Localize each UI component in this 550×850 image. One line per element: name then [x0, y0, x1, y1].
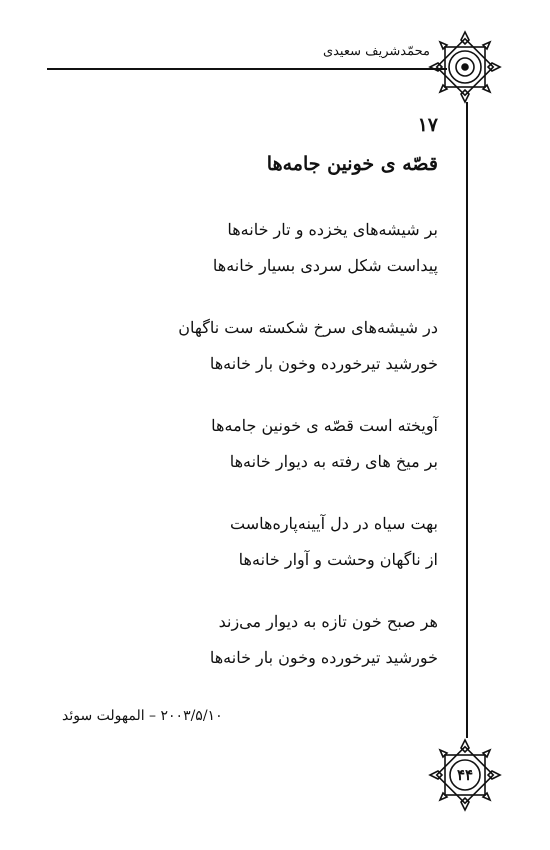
poem-number: ۱۷ [417, 114, 438, 136]
stanza-2-line-1: در شیشه‌های سرخ شکسته ست ناگهان [178, 318, 438, 337]
stanza-5-line-1: هر صبح خون تازه به دیوار می‌زند [218, 612, 438, 631]
page-number: ۴۴ [456, 766, 474, 784]
poem-title: قصّه ی خونین جامه‌ها [266, 153, 438, 175]
margin-rule [466, 102, 468, 738]
ornament-top-icon [428, 30, 502, 104]
stanza-4-line-1: بهت سیاه در دل آیینه‌پاره‌هاست [230, 514, 438, 533]
stanza-4-line-2: از ناگهان وحشت و آوار خانه‌ها [238, 550, 438, 569]
stanza-5-line-2: خورشید تیرخورده وخون بار خانه‌ها [209, 648, 438, 667]
stanza-3-line-2: بر میخ های رفته به دیوار خانه‌ها [229, 452, 438, 471]
header-rule [47, 68, 447, 70]
stanza-1-line-1: بر شیشه‌های یخزده و تار خانه‌ها [227, 220, 438, 239]
stanza-1-line-2: پیداست شکل سردی بسیار خانه‌ها [212, 256, 438, 275]
running-header-author: محمّدشریف سعیدی [322, 44, 430, 59]
stanza-2-line-2: خورشید تیرخورده وخون بار خانه‌ها [209, 354, 438, 373]
stanza-3-line-1: آویخته است قصّه ی خونین جامه‌ها [211, 416, 438, 435]
poem-date-place: ۲۰۰۳/۵/۱۰ – المهولت سوئد [62, 708, 223, 724]
